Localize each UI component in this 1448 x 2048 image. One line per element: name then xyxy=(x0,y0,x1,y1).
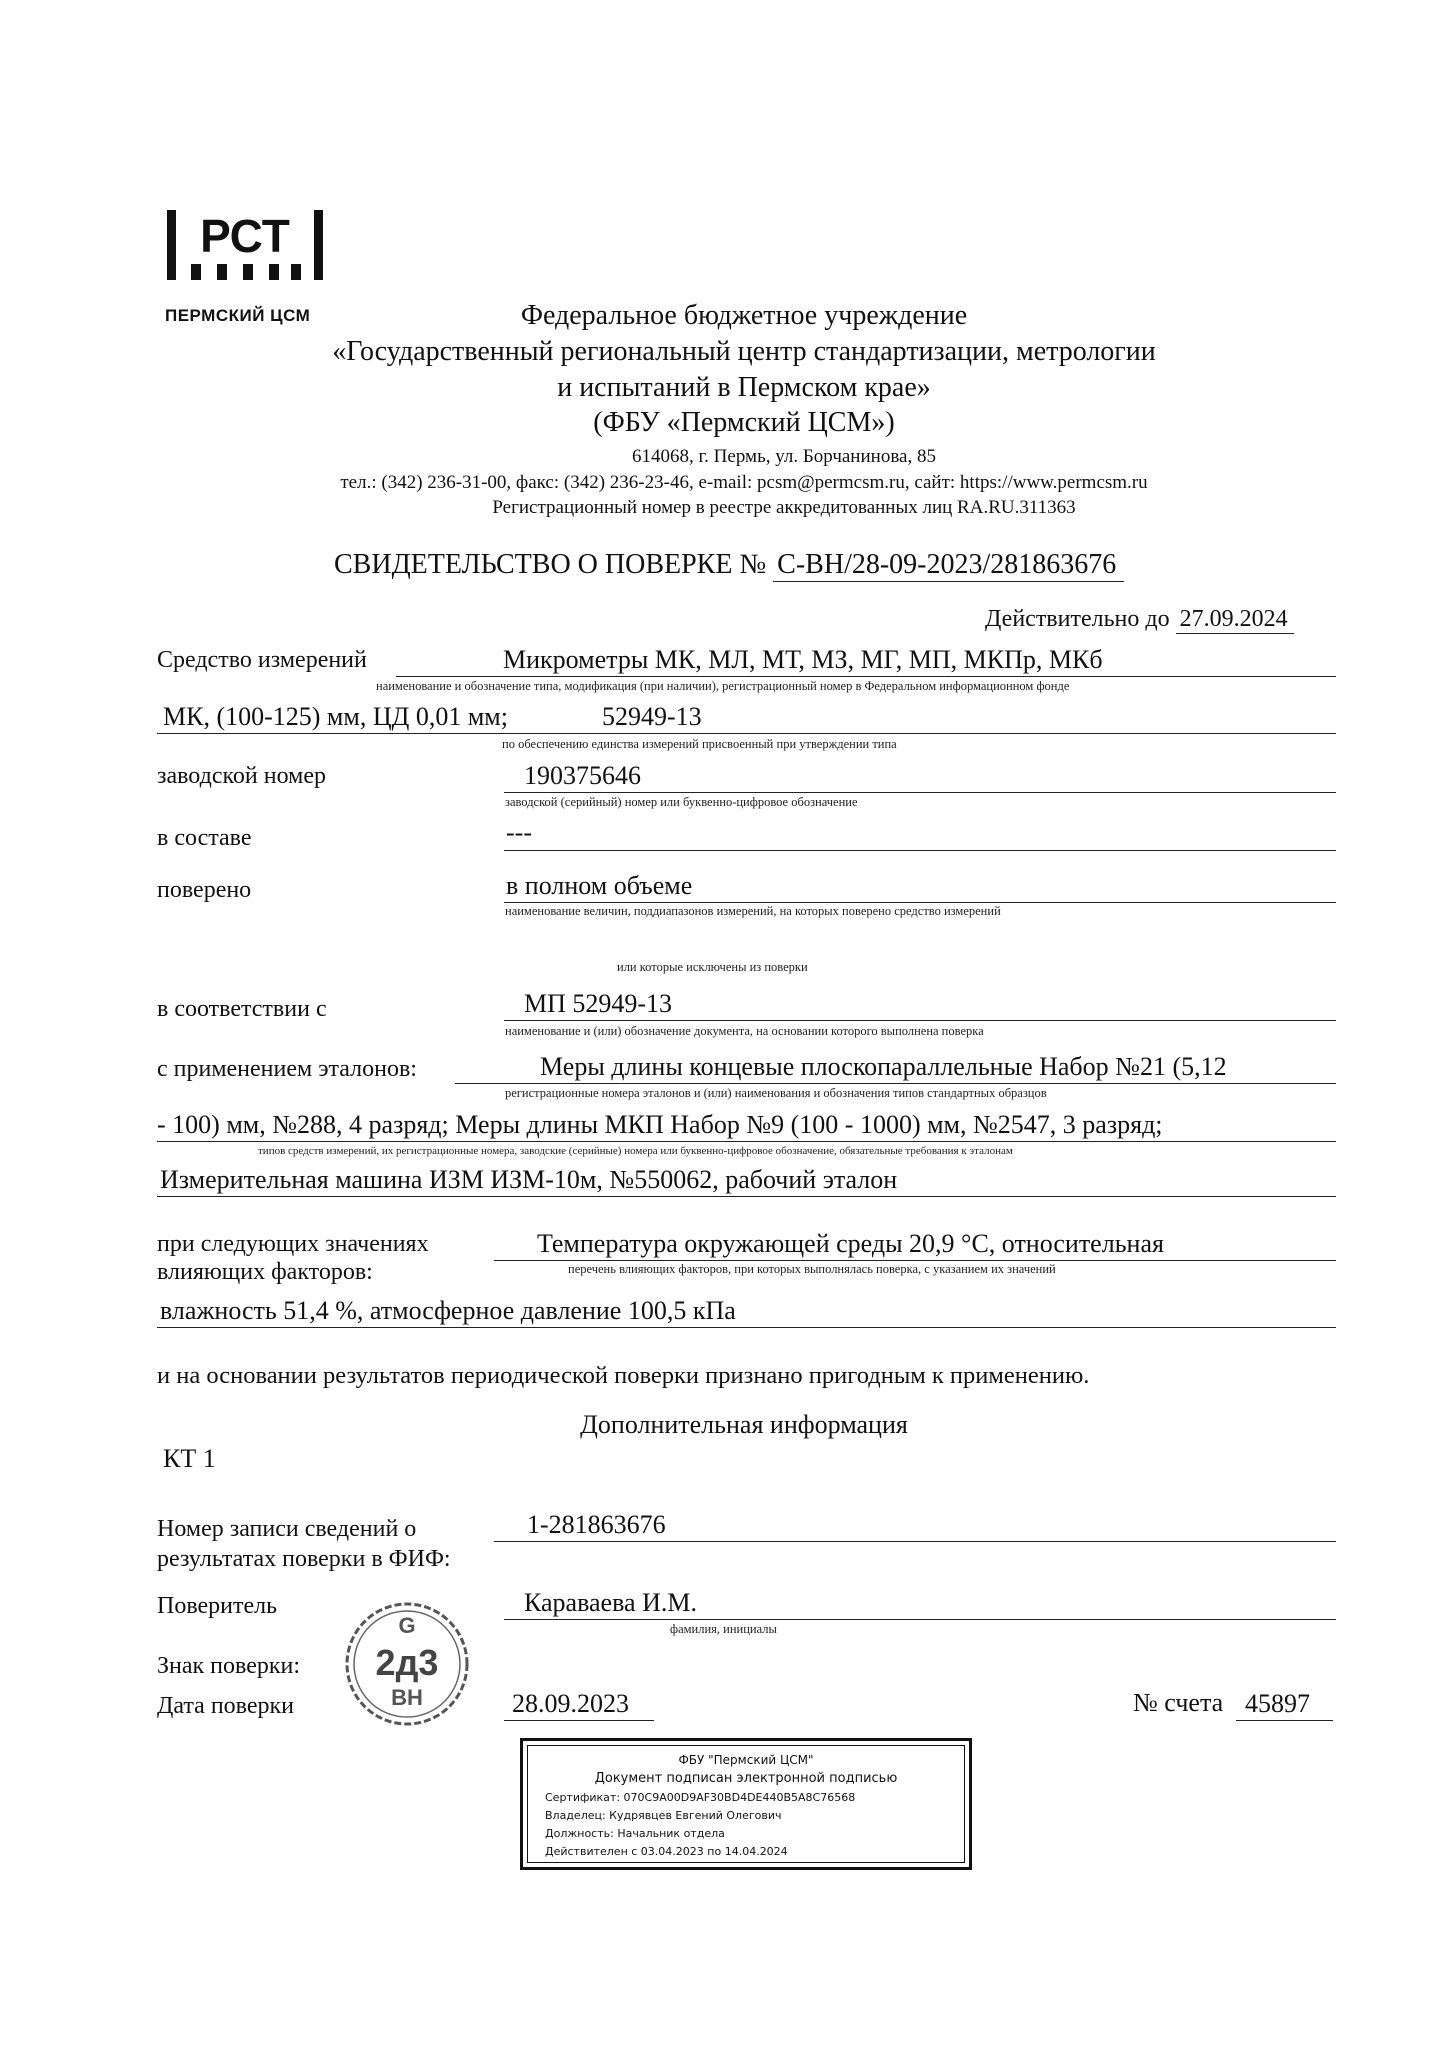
verified-label: поверено xyxy=(157,877,252,903)
fif-value: 1-281863676 xyxy=(527,1510,666,1539)
stamp-bottom: ВН xyxy=(391,1685,423,1710)
verified-caption: наименование величин, поддиапазонов измерений, на которых поверено средство измерений xyxy=(505,904,1001,918)
standards-value3: Измерительная машина ИЗМ ИЗМ-10м, №550062, рабочий эталон xyxy=(160,1165,898,1194)
esig-certificate: Сертификат: 070C9A00D9AF30BD4DE440B5A8C76568 xyxy=(545,1791,856,1804)
serial-value: 190375646 xyxy=(524,761,641,790)
factors-value1: Температура окружающей среды 20,9 °С, относительная xyxy=(537,1229,1164,1258)
invoice-label: № счета xyxy=(1133,1688,1224,1717)
verified-value: в полном объеме xyxy=(506,871,693,900)
verified-caption2: или которые исключены из поверки xyxy=(617,960,808,974)
esig-org: ФБУ "Пермский ЦСМ" xyxy=(678,1753,814,1767)
accordance-value: МП 52949-13 xyxy=(524,989,673,1018)
instrument-label: Средство измерений xyxy=(157,647,367,673)
invoice-value: 45897 xyxy=(1245,1689,1310,1718)
esig-owner: Владелец: Кудрявцев Евгений Олегович xyxy=(545,1809,782,1822)
standards-value2: - 100) мм, №288, 4 разряд; Меры длины МКП Набор №9 (100 - 1000) мм, №2547, 3 разряд; xyxy=(157,1110,1163,1139)
accordance-caption: наименование и (или) обозначение документа, на основании которого выполнена поверка xyxy=(505,1024,984,1038)
composition-label: в составе xyxy=(157,825,252,851)
accordance-label: в соответствии с xyxy=(157,996,327,1022)
certificate-title: СВИДЕТЕЛЬСТВО О ПОВЕРКЕ № С-ВН/28-09-2023/281863676 xyxy=(334,549,1124,582)
esig-position: Должность: Начальник отдела xyxy=(545,1827,725,1840)
date-label: Дата поверки xyxy=(157,1693,295,1719)
instrument-caption: наименование и обозначение типа, модификация (при наличии), регистрационный номер в Федеральном информационном фонде xyxy=(376,679,1070,693)
header-line3: и испытаний в Пермском крае» xyxy=(557,372,931,403)
stamp-top: G xyxy=(398,1613,416,1638)
mark-label: Знак поверки: xyxy=(157,1653,301,1679)
standards-value1: Меры длины концевые плоскопараллельные Набор №21 (5,12 xyxy=(540,1052,1227,1081)
factors-value2: влажность 51,4 %, атмосферное давление 100,5 кПа xyxy=(160,1296,736,1325)
instrument-caption2: по обеспечению единства измерений присвоенный при утверждении типа xyxy=(502,737,897,751)
serial-label: заводской номер xyxy=(157,763,326,789)
header-line2: «Государственный региональный центр стандартизации, метрологии xyxy=(332,336,1156,367)
header-line1: Федеральное бюджетное учреждение xyxy=(520,300,968,331)
standards-label: с применением эталонов: xyxy=(157,1056,417,1082)
valid-until-date: 27.09.2024 xyxy=(1176,606,1294,634)
verifier-label: Поверитель xyxy=(157,1593,278,1619)
serial-caption: заводской (серийный) номер или буквенно-цифровое обозначение xyxy=(505,795,858,809)
instrument-reg-number: 52949-13 xyxy=(602,702,702,731)
instrument-value: Микрометры МК, МЛ, МТ, МЗ, МГ, МП, МКПр, МКб xyxy=(503,645,1103,674)
additional-info-title: Дополнительная информация xyxy=(580,1410,908,1439)
verifier-caption: фамилия, инициалы xyxy=(670,1622,777,1636)
fif-label2: результатах поверки в ФИФ: xyxy=(157,1546,451,1572)
standards-caption1: регистрационные номера эталонов и (или) наименования и обозначения типов стандартных образцов xyxy=(505,1086,1047,1100)
header-address: 614068, г. Пермь, ул. Борчанинова, 85 xyxy=(632,446,936,467)
logo-org-name: ПЕРМСКИЙ ЦСМ xyxy=(165,306,311,325)
stamp-middle: 2д3 xyxy=(375,1642,439,1683)
date-value: 28.09.2023 xyxy=(512,1689,629,1718)
logo-wordmark: РСТ xyxy=(200,210,290,262)
additional-info-value: КТ 1 xyxy=(163,1444,216,1473)
factors-caption: перечень влияющих факторов, при которых выполнялась поверка, с указанием их значений xyxy=(568,1262,1056,1276)
instrument-modification: МК, (100-125) мм, ЦД 0,01 мм; xyxy=(163,702,508,731)
header-line4: (ФБУ «Пермский ЦСМ») xyxy=(593,407,895,438)
electronic-signature-box xyxy=(520,1738,972,1870)
esig-validity: Действителен с 03.04.2023 по 14.04.2024 xyxy=(545,1845,788,1858)
factors-label2: влияющих факторов: xyxy=(157,1259,373,1285)
factors-label1: при следующих значениях xyxy=(157,1231,429,1257)
conclusion-text: и на основании результатов периодической поверки признано пригодным к применению. xyxy=(157,1362,1090,1389)
verification-stamp xyxy=(340,1597,475,1732)
rst-logo xyxy=(165,210,325,280)
header-contacts: тел.: (342) 236-31-00, факс: (342) 236-23-46, e-mail: pcsm@permcsm.ru, сайт: https://www.permcsm.ru xyxy=(340,472,1148,493)
standards-caption2: типов средств измерений, их регистрационные номера, заводские (серийные) номера или буквенно-цифровое обозначение, обязательные требования к эталонам xyxy=(258,1145,1013,1157)
certificate-number: С-ВН/28-09-2023/281863676 xyxy=(773,549,1124,582)
verifier-value: Караваева И.М. xyxy=(524,1588,697,1617)
header-registration: Регистрационный номер в реестре аккредитованных лиц RA.RU.311363 xyxy=(492,497,1076,518)
esig-title: Документ подписан электронной подписью xyxy=(594,1771,898,1786)
composition-value: --- xyxy=(506,818,532,847)
valid-until: Действительно до 27.09.2024 xyxy=(985,606,1294,634)
fif-label1: Номер записи сведений о xyxy=(157,1516,417,1542)
